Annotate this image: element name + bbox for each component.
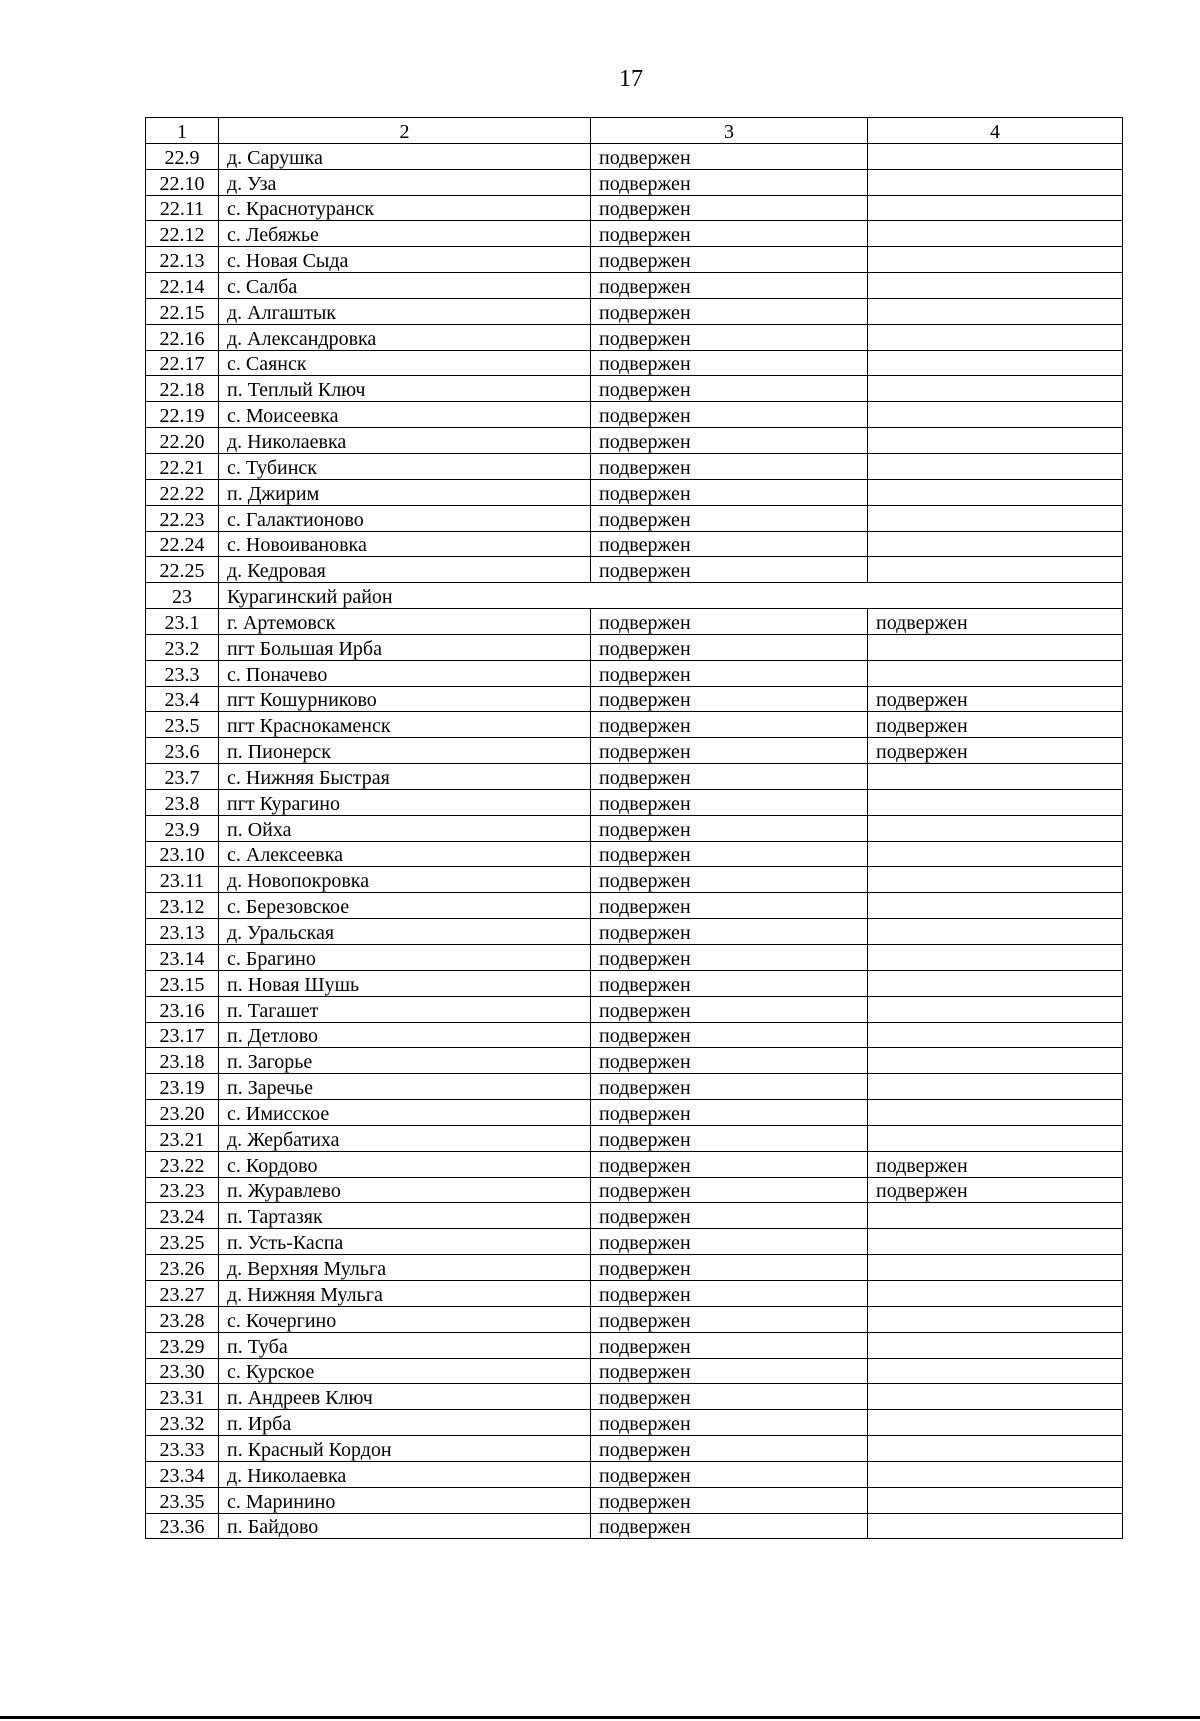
col3-status-cell: подвержен [591,1022,868,1048]
table-row [146,1074,1123,1100]
col3-status-cell: подвержен [591,1177,868,1203]
settlement-name-cell: п. Тагашет [219,996,591,1022]
row-number-cell: 22.21 [146,453,219,479]
col3-status-cell: подвержен [591,376,868,402]
col3-status-cell: подвержен [591,1513,868,1539]
table-row [146,1280,1123,1306]
table-row [146,169,1123,195]
table-row [146,1384,1123,1410]
col4-status-cell [868,660,1123,686]
row-number-cell: 23.9 [146,815,219,841]
settlement-name-cell: п. Байдово [219,1513,591,1539]
settlement-name-cell: д. Уза [219,169,591,195]
col3-status-cell: подвержен [591,1384,868,1410]
col3-status-cell: подвержен [591,919,868,945]
col4-status-cell [868,143,1123,169]
settlement-name-cell: с. Алексеевка [219,841,591,867]
col4-status-cell: подвержен [868,712,1123,738]
col3-status-cell: подвержен [591,479,868,505]
row-number-cell: 22.14 [146,273,219,299]
row-number-cell: 23.2 [146,634,219,660]
col3-status-cell: подвержен [591,453,868,479]
col3-status-cell: подвержен [591,996,868,1022]
settlement-name-cell: с. Салба [219,273,591,299]
settlement-name-cell: д. Новопокровка [219,867,591,893]
table-row [146,1461,1123,1487]
row-number-cell: 23.6 [146,738,219,764]
table-row [146,273,1123,299]
row-number-cell: 23.27 [146,1280,219,1306]
row-number-cell: 22.15 [146,298,219,324]
table-row [146,867,1123,893]
col4-status-cell: подвержен [868,738,1123,764]
row-number-cell: 23.34 [146,1461,219,1487]
col3-status-cell: подвержен [591,195,868,221]
col4-status-cell: подвержен [868,1177,1123,1203]
col4-status-cell [868,867,1123,893]
col4-status-cell [868,324,1123,350]
settlement-name-cell: с. Краснотуранск [219,195,591,221]
table-row [146,919,1123,945]
col3-status-cell: подвержен [591,945,868,971]
row-number-cell: 23.28 [146,1306,219,1332]
col4-status-cell [868,893,1123,919]
settlement-name-cell: д. Александровка [219,324,591,350]
table-row [146,712,1123,738]
table-row [146,1177,1123,1203]
settlement-name-cell: пгт Курагино [219,789,591,815]
row-number-cell: 22.13 [146,247,219,273]
table-row [146,479,1123,505]
settlement-name-cell: с. Нижняя Быстрая [219,764,591,790]
settlement-name-cell: пгт Краснокаменск [219,712,591,738]
settlement-name-cell: с. Поначево [219,660,591,686]
header-col-3: 3 [591,118,868,144]
col3-status-cell: подвержен [591,1410,868,1436]
settlement-name-cell: с. Кордово [219,1151,591,1177]
col4-status-cell [868,1229,1123,1255]
row-number-cell: 23.3 [146,660,219,686]
col4-status-cell [868,1410,1123,1436]
col3-status-cell: подвержен [591,738,868,764]
col3-status-cell: подвержен [591,1358,868,1384]
settlement-name-cell: пгт Большая Ирба [219,634,591,660]
row-number-cell: 22.24 [146,531,219,557]
col3-status-cell: подвержен [591,712,868,738]
settlement-name-cell: д. Нижняя Мульга [219,1280,591,1306]
col3-status-cell: подвержен [591,505,868,531]
row-number-cell: 22.9 [146,143,219,169]
header-col-4: 4 [868,118,1123,144]
table-row [146,1487,1123,1513]
row-number-cell: 23.13 [146,919,219,945]
row-number-cell: 23.5 [146,712,219,738]
col3-status-cell: подвержен [591,609,868,635]
table-row [146,350,1123,376]
col4-status-cell [868,1125,1123,1151]
col4-status-cell [868,1306,1123,1332]
settlement-name-cell: д. Кедровая [219,557,591,583]
row-number-cell: 23.32 [146,1410,219,1436]
col3-status-cell: подвержен [591,350,868,376]
col3-status-cell: подвержен [591,1487,868,1513]
settlement-name-cell: д. Николаевка [219,1461,591,1487]
table-row [146,1358,1123,1384]
table-row [146,221,1123,247]
col3-status-cell: подвержен [591,402,868,428]
col3-status-cell: подвержен [591,867,868,893]
table-row [146,660,1123,686]
table-row [146,1125,1123,1151]
col3-status-cell: подвержен [591,893,868,919]
col3-status-cell: подвержен [591,815,868,841]
row-number-cell: 23.26 [146,1255,219,1281]
row-number-cell: 23.18 [146,1048,219,1074]
table-row [146,893,1123,919]
col4-status-cell [868,815,1123,841]
table-row [146,1255,1123,1281]
row-number-cell: 23.4 [146,686,219,712]
row-number-cell: 23.33 [146,1436,219,1462]
settlement-name-cell: п. Пионерск [219,738,591,764]
table-row [146,1229,1123,1255]
header-col-2: 2 [219,118,591,144]
row-number-cell: 23.8 [146,789,219,815]
col4-status-cell [868,1384,1123,1410]
row-number-cell: 23.11 [146,867,219,893]
settlement-name-cell: п. Новая Шушь [219,970,591,996]
settlement-name-cell: п. Красный Кордон [219,1436,591,1462]
table-row [146,453,1123,479]
settlement-name-cell: п. Заречье [219,1074,591,1100]
row-number-cell: 23.10 [146,841,219,867]
col4-status-cell [868,350,1123,376]
col3-status-cell: подвержен [591,970,868,996]
row-number-cell: 23.23 [146,1177,219,1203]
settlement-name-cell: д. Николаевка [219,428,591,454]
settlement-name-cell: д. Верхняя Мульга [219,1255,591,1281]
col3-status-cell: подвержен [591,1461,868,1487]
bottom-rule [0,1716,1200,1719]
col4-status-cell [868,841,1123,867]
table-row [146,1048,1123,1074]
row-number-cell: 22.17 [146,350,219,376]
col3-status-cell: подвержен [591,1125,868,1151]
table-row [146,247,1123,273]
table-row [146,1151,1123,1177]
settlement-name-cell: пгт Кошурниково [219,686,591,712]
table-row [146,764,1123,790]
row-number-cell: 22.11 [146,195,219,221]
table-row [146,143,1123,169]
table-body [146,118,1123,1539]
col4-status-cell [868,505,1123,531]
row-number-cell: 23.30 [146,1358,219,1384]
row-number-cell: 22.16 [146,324,219,350]
settlement-name-cell: д. Жербатиха [219,1125,591,1151]
settlement-name-cell: п. Загорье [219,1048,591,1074]
col4-status-cell [868,945,1123,971]
table-row [146,505,1123,531]
table-row [146,996,1123,1022]
col4-status-cell [868,273,1123,299]
settlement-name-cell: п. Теплый Ключ [219,376,591,402]
row-number-cell: 23.22 [146,1151,219,1177]
settlement-name-cell: п. Тартазяк [219,1203,591,1229]
col4-status-cell [868,1461,1123,1487]
row-number-cell: 23.15 [146,970,219,996]
settlement-name-cell: с. Новоивановка [219,531,591,557]
col3-status-cell: подвержен [591,557,868,583]
col3-status-cell: подвержен [591,1100,868,1126]
col4-status-cell [868,1358,1123,1384]
table-row [146,686,1123,712]
settlement-name-cell: г. Артемовск [219,609,591,635]
header-col-1: 1 [146,118,219,144]
settlement-name-cell: с. Имисское [219,1100,591,1126]
col4-status-cell [868,1255,1123,1281]
col3-status-cell: подвержен [591,1229,868,1255]
settlement-name-cell: п. Детлово [219,1022,591,1048]
col4-status-cell [868,1074,1123,1100]
col4-status-cell [868,298,1123,324]
col4-status-cell [868,557,1123,583]
table-row [146,195,1123,221]
col4-status-cell [868,479,1123,505]
col4-status-cell [868,169,1123,195]
col3-status-cell: подвержен [591,1151,868,1177]
table-row [146,815,1123,841]
table-row [146,324,1123,350]
section-row [146,583,1123,609]
col4-status-cell [868,195,1123,221]
settlement-name-cell: с. Тубинск [219,453,591,479]
table-row [146,557,1123,583]
col3-status-cell: подвержен [591,221,868,247]
table-row [146,1022,1123,1048]
col3-status-cell: подвержен [591,1203,868,1229]
col4-status-cell [868,970,1123,996]
table-row [146,841,1123,867]
col4-status-cell [868,376,1123,402]
row-number-cell: 23.16 [146,996,219,1022]
table-row [146,1203,1123,1229]
col3-status-cell: подвержен [591,169,868,195]
row-number-cell: 23.12 [146,893,219,919]
settlement-name-cell: с. Новая Сыда [219,247,591,273]
col4-status-cell: подвержен [868,686,1123,712]
col3-status-cell: подвержен [591,789,868,815]
col4-status-cell [868,1100,1123,1126]
col4-status-cell [868,1203,1123,1229]
settlement-name-cell: п. Джирим [219,479,591,505]
col3-status-cell: подвержен [591,764,868,790]
table-row [146,1100,1123,1126]
page-number: 17 [619,66,643,92]
settlement-name-cell: с. Саянск [219,350,591,376]
table-row [146,970,1123,996]
row-number-cell: 23.1 [146,609,219,635]
col4-status-cell [868,1048,1123,1074]
table-row [146,298,1123,324]
col4-status-cell [868,402,1123,428]
table-row [146,428,1123,454]
col4-status-cell [868,247,1123,273]
row-number-cell: 23.36 [146,1513,219,1539]
row-number-cell: 22.12 [146,221,219,247]
col4-status-cell [868,221,1123,247]
col4-status-cell [868,1022,1123,1048]
settlement-name-cell: п. Ойха [219,815,591,841]
table-row [146,376,1123,402]
row-number-cell: 22.22 [146,479,219,505]
col4-status-cell [868,1513,1123,1539]
settlement-name-cell: с. Кочергино [219,1306,591,1332]
col4-status-cell [868,919,1123,945]
col4-status-cell [868,428,1123,454]
row-number-cell: 23.35 [146,1487,219,1513]
col3-status-cell: подвержен [591,531,868,557]
settlement-name-cell: п. Туба [219,1332,591,1358]
row-number-cell: 23.25 [146,1229,219,1255]
col4-status-cell [868,789,1123,815]
col4-status-cell [868,764,1123,790]
section-name-cell: Курагинский район [219,583,1123,609]
col4-status-cell [868,1436,1123,1462]
settlement-name-cell: с. Брагино [219,945,591,971]
settlement-name-cell: п. Ирба [219,1410,591,1436]
settlement-name-cell: с. Маринино [219,1487,591,1513]
settlement-name-cell: с. Галактионово [219,505,591,531]
col3-status-cell: подвержен [591,324,868,350]
row-number-cell: 22.19 [146,402,219,428]
row-number-cell: 23.14 [146,945,219,971]
settlement-name-cell: с. Березовское [219,893,591,919]
row-number-cell: 22.25 [146,557,219,583]
col3-status-cell: подвержен [591,1332,868,1358]
col3-status-cell: подвержен [591,298,868,324]
col4-status-cell: подвержен [868,1151,1123,1177]
col3-status-cell: подвержен [591,428,868,454]
col3-status-cell: подвержен [591,1306,868,1332]
table-header-row [146,118,1123,144]
col3-status-cell: подвержен [591,143,868,169]
row-number-cell: 23.29 [146,1332,219,1358]
col4-status-cell [868,996,1123,1022]
row-number-cell: 23.31 [146,1384,219,1410]
row-number-cell: 23.17 [146,1022,219,1048]
row-number-cell: 23 [146,583,219,609]
col3-status-cell: подвержен [591,273,868,299]
table-row [146,634,1123,660]
table-row [146,1332,1123,1358]
col4-status-cell [868,453,1123,479]
col4-status-cell [868,1332,1123,1358]
row-number-cell: 23.19 [146,1074,219,1100]
col4-status-cell [868,1280,1123,1306]
col3-status-cell: подвержен [591,686,868,712]
row-number-cell: 22.10 [146,169,219,195]
col4-status-cell [868,1487,1123,1513]
col3-status-cell: подвержен [591,1436,868,1462]
row-number-cell: 22.20 [146,428,219,454]
settlement-name-cell: с. Моисеевка [219,402,591,428]
row-number-cell: 22.23 [146,505,219,531]
table-row [146,609,1123,635]
settlement-name-cell: с. Лебяжье [219,221,591,247]
table-row [146,1410,1123,1436]
settlement-name-cell: д. Сарушка [219,143,591,169]
col3-status-cell: подвержен [591,660,868,686]
table-row [146,1306,1123,1332]
table-row [146,531,1123,557]
col4-status-cell: подвержен [868,609,1123,635]
col3-status-cell: подвержен [591,1074,868,1100]
settlement-name-cell: п. Андреев Ключ [219,1384,591,1410]
col3-status-cell: подвержен [591,1280,868,1306]
col4-status-cell [868,634,1123,660]
table-row [146,945,1123,971]
col3-status-cell: подвержен [591,1255,868,1281]
table-row [146,402,1123,428]
row-number-cell: 23.7 [146,764,219,790]
settlements-table [145,117,1123,1539]
table-row [146,1513,1123,1539]
table-row [146,738,1123,764]
settlement-name-cell: п. Усть-Каспа [219,1229,591,1255]
col4-status-cell [868,531,1123,557]
col3-status-cell: подвержен [591,841,868,867]
row-number-cell: 23.21 [146,1125,219,1151]
col3-status-cell: подвержен [591,634,868,660]
row-number-cell: 22.18 [146,376,219,402]
row-number-cell: 23.20 [146,1100,219,1126]
settlement-name-cell: с. Курское [219,1358,591,1384]
table-row [146,789,1123,815]
settlement-name-cell: п. Журавлево [219,1177,591,1203]
settlement-name-cell: д. Алгаштык [219,298,591,324]
settlement-name-cell: д. Уральская [219,919,591,945]
row-number-cell: 23.24 [146,1203,219,1229]
col3-status-cell: подвержен [591,1048,868,1074]
col3-status-cell: подвержен [591,247,868,273]
table-row [146,1436,1123,1462]
